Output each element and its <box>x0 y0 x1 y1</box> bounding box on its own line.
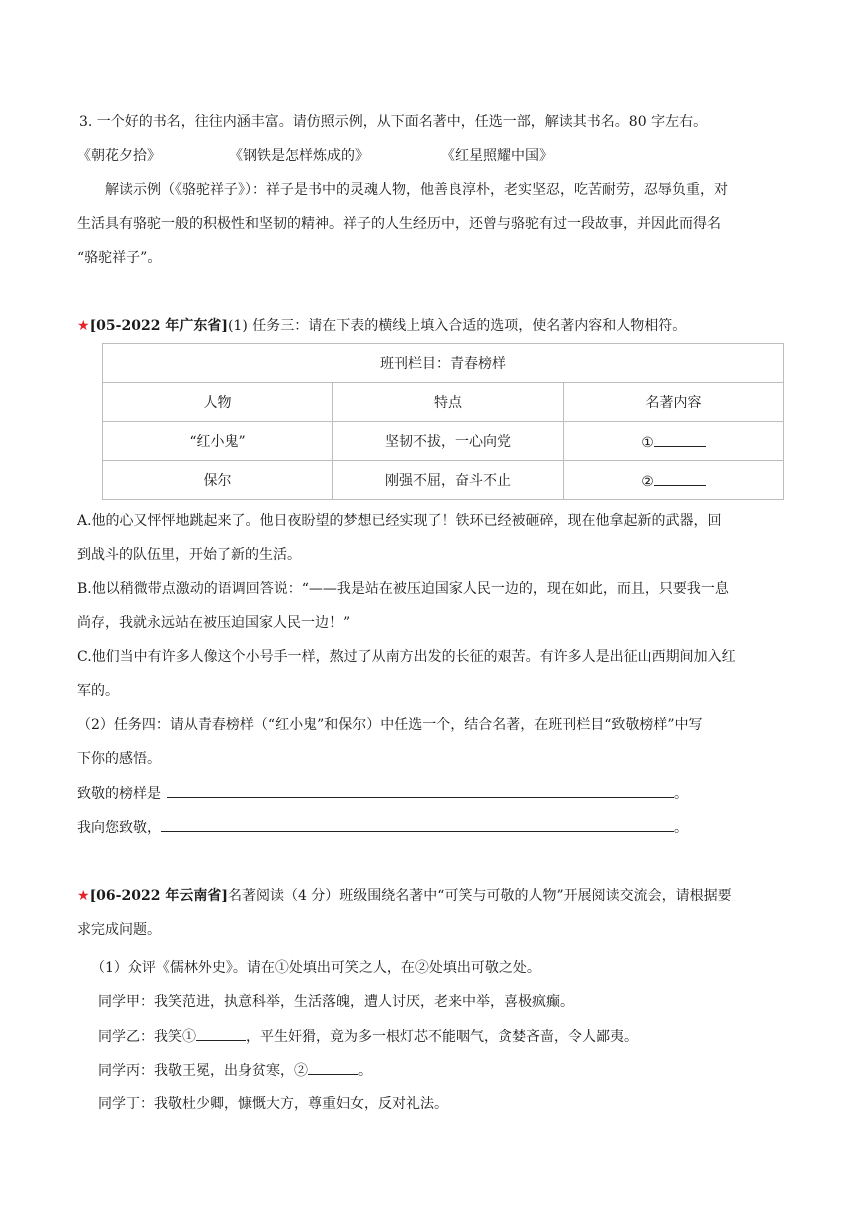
student-yi-a: 同学乙：我笑① <box>98 1029 196 1045</box>
student-bing-b: 。 <box>358 1063 372 1079</box>
student-bing <box>98 1060 372 1081</box>
example-line-3: “骆驼祥子”。 <box>77 250 162 266</box>
star-icon: ★ <box>77 888 90 904</box>
student-jia: 同学甲：我笑范进，执意科举，生活落魄，遭人讨厌，老来中举，喜极疯癫。 <box>98 994 574 1010</box>
header-content: 名著内容 <box>564 383 784 422</box>
q06-tag: [06-2022 年云南省] <box>89 888 228 904</box>
option-b-line-1: B.他以稍微带点激动的语调回答说：“——我是站在被压迫国家人民一边的，现在如此，而且，只要我一息 <box>77 581 729 597</box>
row-content <box>564 461 784 500</box>
student-ding: 同学丁：我敬杜少卿，慷慨大方，尊重妇女，反对礼法。 <box>98 1096 448 1112</box>
fill-period-2: 。 <box>674 820 688 836</box>
row-content <box>564 422 784 461</box>
star-icon: ★ <box>77 318 90 334</box>
task4-line-2: 下你的感悟。 <box>77 751 161 767</box>
q05-tag: [05-2022 年广东省] <box>89 318 228 334</box>
table-row <box>103 422 784 461</box>
row-person: “红小鬼” <box>103 422 333 461</box>
answer-blank-3[interactable] <box>196 1026 246 1041</box>
q06-intro-line-2: 求完成问题。 <box>77 922 161 938</box>
table-row <box>103 461 784 500</box>
writing-blank-2[interactable] <box>161 817 674 832</box>
writing-blank-1[interactable] <box>167 783 674 798</box>
book-title-2: 《钢铁是怎样炼成的》 <box>229 148 369 164</box>
example-line-2: 生活具有骆驼一般的积极性和坚韧的精神。祥子的人生经历中，还曾与骆驼有过一段故事，并因此而得名 <box>77 216 721 232</box>
example-line-1: 解读示例（《骆驼祥子》）：祥子是书中的灵魂人物，他善良淳朴，老实坚忍，吃苦耐劳，忍辱负重，对 <box>105 182 728 198</box>
row-number: ② <box>641 473 654 490</box>
row-number: ① <box>641 434 654 451</box>
row-person: 保尔 <box>103 461 333 500</box>
banner-title: 班刊栏目：青春榜样 <box>103 344 784 383</box>
option-c-line-1: C.他们当中有许多人像这个小号手一样，熬过了从南方出发的长征的艰苦。有许多人是出征山西期间加入红 <box>77 649 736 665</box>
q05-heading <box>77 316 686 336</box>
option-b-line-2: 尚存，我就永远站在被压迫国家人民一边！” <box>77 615 351 631</box>
q3-prompt: 3. 一个好的书名，往往内涵丰富。请仿照示例，从下面名著中，任选一部，解读其书名。80 字左右。 <box>79 114 708 130</box>
student-bing-a: 同学丙：我敬王冕，出身贫寒，② <box>98 1063 308 1079</box>
student-yi-b: ，平生奸猾，竟为多一根灯芯不能咽气，贪婪吝啬，令人鄙夷。 <box>246 1029 638 1045</box>
fill-label-2: 我向您致敬， <box>77 820 161 836</box>
option-c-line-2: 军的。 <box>77 683 119 699</box>
q06-sub1: （1）众评《儒林外史》。请在①处填出可笑之人，在②处填出可敬之处。 <box>91 960 541 976</box>
student-yi <box>98 1026 638 1047</box>
fill-label-1: 致敬的榜样是 <box>77 786 161 802</box>
fill-line-1 <box>77 783 688 804</box>
banner-table <box>102 343 784 500</box>
row-trait: 刚强不屈，奋斗不止 <box>333 461 564 500</box>
q05-intro: (1) 任务三：请在下表的横线上填入合适的选项，使名著内容和人物相符。 <box>227 318 687 334</box>
answer-blank-2[interactable] <box>654 471 706 486</box>
answer-blank-1[interactable] <box>654 432 706 447</box>
header-trait: 特点 <box>333 383 564 422</box>
q06-intro: 名著阅读（4 分）班级围绕名著中“可笑与可敬的人物”开展阅读交流会，请根据要 <box>227 888 732 904</box>
row-trait: 坚韧不拔，一心向党 <box>333 422 564 461</box>
option-a-line-2: 到战斗的队伍里，开始了新的生活。 <box>77 547 301 563</box>
book-title-3: 《红星照耀中国》 <box>441 148 553 164</box>
answer-blank-4[interactable] <box>308 1060 358 1075</box>
task4-line-1: （2）任务四：请从青春榜样（“红小鬼”和保尔）中任选一个，结合名著，在班刊栏目“致敬榜样”中写 <box>77 717 703 733</box>
q06-heading <box>77 886 732 906</box>
fill-line-2 <box>77 817 688 838</box>
option-a-line-1: A.他的心又怦怦地跳起来了。他日夜盼望的梦想已经实现了！铁环已经被砸碎，现在他拿起新的武器，回 <box>77 513 722 529</box>
fill-period-1: 。 <box>674 786 688 802</box>
header-person: 人物 <box>103 383 333 422</box>
book-title-1: 《朝花夕拾》 <box>77 148 161 164</box>
